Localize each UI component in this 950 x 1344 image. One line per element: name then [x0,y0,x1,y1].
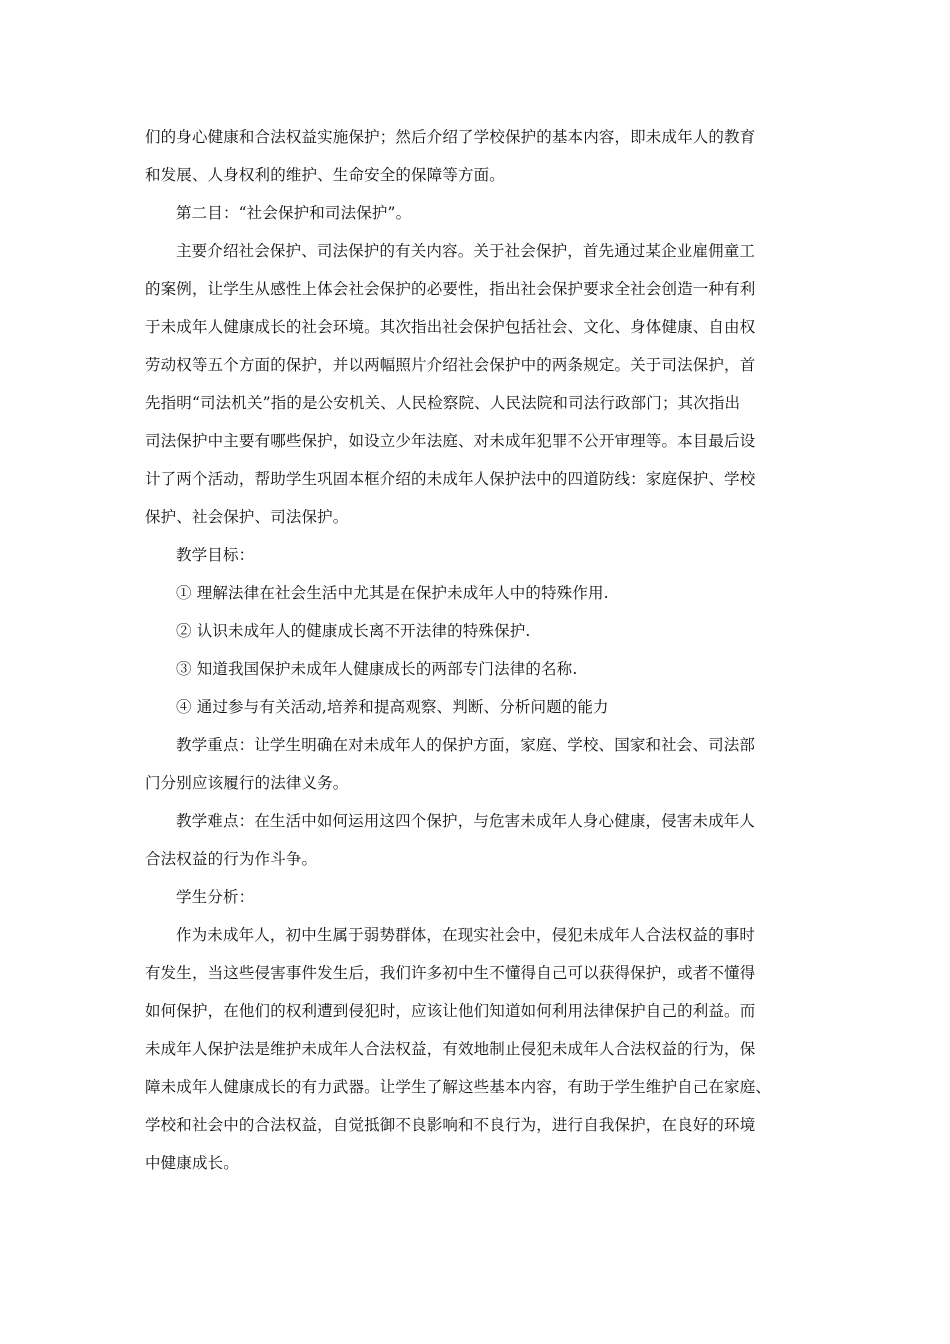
text-line: 的案例，让学生从感性上体会社会保护的必要性，指出社会保护要求全社会创造一种有利 [145,280,756,298]
document-body [145,118,811,1182]
text-line: 未成年人保护法是维护未成年人合法权益，有效地制止侵犯未成年人合法权益的行为，保 [145,1040,756,1058]
text-line: ② 认识未成年人的健康成长离不开法律的特殊保护. [176,622,531,640]
text-line: 劳动权等五个方面的保护，并以两幅照片介绍社会保护中的两条规定。关于司法保护，首 [145,356,756,374]
text-line: 学校和社会中的合法权益，自觉抵御不良影响和不良行为，进行自我保护，在良好的环境 [145,1116,756,1134]
text-line: 司法保护中主要有哪些保护，如设立少年法庭、对未成年犯罪不公开审理等。本目最后设 [145,432,756,450]
text-line: ③ 知道我国保护未成年人健康成长的两部专门法律的名称. [176,660,578,678]
text-line: 中健康成长。 [145,1154,239,1172]
text-line: ④ 通过参与有关活动,培养和提高观察、判断、分析问题的能力 [176,698,609,716]
text-line: 先指明“司法机关”指的是公安机关、人民检察院、人民法院和司法行政部门；其次指出 [145,394,741,412]
text-line: 有发生，当这些侵害事件发生后，我们许多初中生不懂得自己可以获得保护，或者不懂得 [145,964,756,982]
text-line: 们的身心健康和合法权益实施保护；然后介绍了学校保护的基本内容，即未成年人的教育 [145,128,756,146]
text-line: 和发展、人身权利的维护、生命安全的保障等方面。 [145,166,505,184]
text-line: 门分别应该履行的法律义务。 [145,774,349,792]
text-line: 计了两个活动，帮助学生巩固本框介绍的未成年人保护法中的四道防线：家庭保护、学校 [145,470,756,488]
text-line: 于未成年人健康成长的社会环境。其次指出社会保护包括社会、文化、身体健康、自由权 [145,318,756,336]
text-line: 第二目：“社会保护和司法保护”。 [176,204,412,222]
text-line: 如何保护，在他们的权利遭到侵犯时，应该让他们知道如何利用法律保护自己的利益。而 [145,1002,756,1020]
text-line: 作为未成年人，初中生属于弱势群体，在现实社会中，侵犯未成年人合法权益的事时 [176,926,756,944]
text-line: 合法权益的行为作斗争。 [145,850,318,868]
text-line: 学生分析： [176,888,255,906]
text-line: 障未成年人健康成长的有力武器。让学生了解这些基本内容，有助于学生维护自己在家庭、 [145,1078,772,1096]
text-line: 教学重点：让学生明确在对未成年人的保护方面，家庭、学校、国家和社会、司法部 [176,736,756,754]
text-line: 保护、社会保护、司法保护。 [145,508,349,526]
text-line: 教学难点：在生活中如何运用这四个保护，与危害未成年人身心健康，侵害未成年人 [176,812,756,830]
text-line: 教学目标： [176,546,255,564]
text-line: ① 理解法律在社会生活中尤其是在保护未成年人中的特殊作用. [176,584,609,602]
text-line: 主要介绍社会保护、司法保护的有关内容。关于社会保护，首先通过某企业雇佣童工 [176,242,756,260]
